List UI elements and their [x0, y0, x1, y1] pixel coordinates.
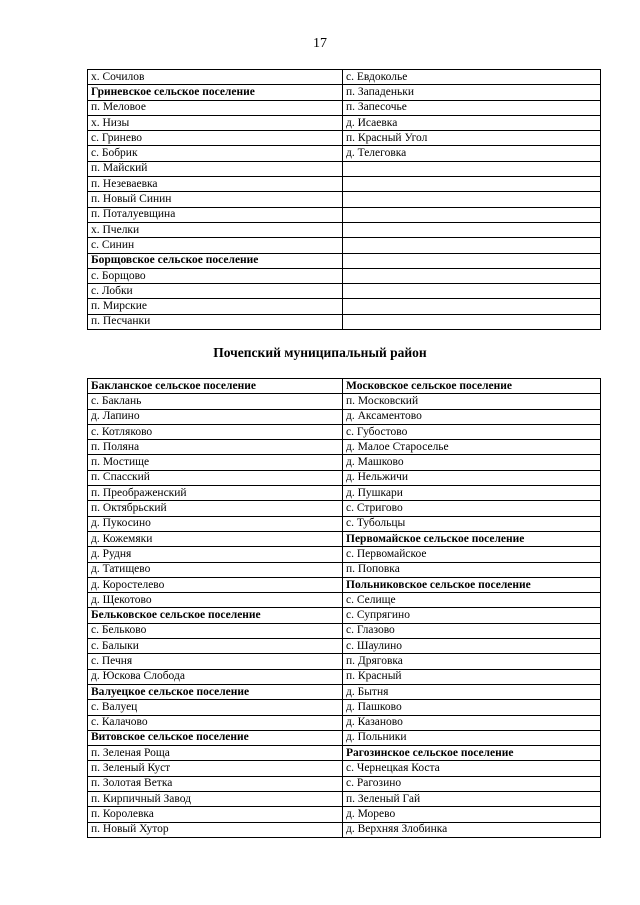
- table-row: [88, 593, 601, 608]
- settlement-cell: п. Мирские: [88, 299, 343, 314]
- settlements-table-top: [87, 69, 601, 330]
- settlement-cell: п. Песчанки: [88, 314, 343, 329]
- table-row: [88, 792, 601, 807]
- settlement-cell: п. Мостище: [88, 455, 343, 470]
- table-row: [88, 623, 601, 638]
- settlement-cell: п. Зеленая Роща: [88, 746, 343, 761]
- settlement-cell: с. Бельково: [88, 623, 343, 638]
- table-row: [88, 115, 601, 130]
- settlement-cell: с. Рагозино: [343, 776, 601, 791]
- settlement-cell: [343, 238, 601, 253]
- settlement-cell: п. Поповка: [343, 562, 601, 577]
- table-row: [88, 822, 601, 837]
- settlement-cell: п. Западеньки: [343, 85, 601, 100]
- table-row: [88, 424, 601, 439]
- table-row: [88, 409, 601, 424]
- table-row: [88, 253, 601, 268]
- table-row: [88, 639, 601, 654]
- settlement-cell: с. Евдоколье: [343, 70, 601, 85]
- settlement-cell: с. Стригово: [343, 501, 601, 516]
- table-row: [88, 470, 601, 485]
- settlement-cell: [343, 299, 601, 314]
- settlement-cell: п. Кирпичный Завод: [88, 792, 343, 807]
- settlement-cell: с. Синин: [88, 238, 343, 253]
- settlement-cell: п. Поляна: [88, 440, 343, 455]
- settlement-group-header-cell: Первомайское сельское поселение: [343, 531, 601, 546]
- settlement-cell: п. Новый Хутор: [88, 822, 343, 837]
- table-row: [88, 654, 601, 669]
- settlement-cell: с. Борщово: [88, 268, 343, 283]
- table-row: [88, 608, 601, 623]
- table-row: [88, 100, 601, 115]
- settlement-cell: с. Глазово: [343, 623, 601, 638]
- table-row: [88, 562, 601, 577]
- settlement-cell: с. Котляково: [88, 424, 343, 439]
- settlement-cell: д. Рудня: [88, 547, 343, 562]
- settlement-cell: д. Машково: [343, 455, 601, 470]
- settlement-cell: п. Королевка: [88, 807, 343, 822]
- table-row: [88, 776, 601, 791]
- settlement-cell: [343, 253, 601, 268]
- settlement-cell: с. Баклань: [88, 394, 343, 409]
- settlement-cell: п. Поталуевщина: [88, 207, 343, 222]
- settlement-cell: п. Преображенский: [88, 486, 343, 501]
- settlement-cell: д. Пукосино: [88, 516, 343, 531]
- settlements-table-pochep-district: [87, 378, 601, 838]
- settlement-cell: [343, 192, 601, 207]
- table-row: [88, 284, 601, 299]
- settlement-cell: п. Майский: [88, 161, 343, 176]
- table-row: [88, 700, 601, 715]
- table-body: [88, 70, 601, 330]
- settlement-cell: п. Московский: [343, 394, 601, 409]
- settlement-cell: с. Бобрик: [88, 146, 343, 161]
- settlement-cell: д. Татищево: [88, 562, 343, 577]
- settlement-group-header-cell: Гриневское сельское поселение: [88, 85, 343, 100]
- settlement-cell: д. Пушкари: [343, 486, 601, 501]
- table-row: [88, 440, 601, 455]
- settlement-cell: х. Низы: [88, 115, 343, 130]
- settlement-cell: д. Нельжичи: [343, 470, 601, 485]
- table-row: [88, 761, 601, 776]
- table-row: [88, 192, 601, 207]
- settlement-cell: с. Губостово: [343, 424, 601, 439]
- table-row: [88, 531, 601, 546]
- settlement-cell: д. Малое Староселье: [343, 440, 601, 455]
- settlement-cell: [343, 284, 601, 299]
- page-number: 17: [313, 36, 327, 51]
- settlement-cell: п. Октябрьский: [88, 501, 343, 516]
- table-row: [88, 807, 601, 822]
- settlement-cell: д. Польники: [343, 730, 601, 745]
- settlement-cell: п. Красный Угол: [343, 131, 601, 146]
- table-row: [88, 394, 601, 409]
- settlement-group-header-cell: Рагозинское сельское поселение: [343, 746, 601, 761]
- settlement-group-header-cell: Борщовское сельское поселение: [88, 253, 343, 268]
- settlement-cell: [343, 268, 601, 283]
- table-row: [88, 516, 601, 531]
- settlement-cell: [343, 177, 601, 192]
- table-row: [88, 268, 601, 283]
- settlement-cell: п. Запесочье: [343, 100, 601, 115]
- settlement-cell: [343, 161, 601, 176]
- settlement-cell: с. Гринево: [88, 131, 343, 146]
- settlement-cell: д. Бытня: [343, 684, 601, 699]
- table-row: [88, 730, 601, 745]
- settlement-cell: с. Тубольцы: [343, 516, 601, 531]
- settlement-cell: х. Пчелки: [88, 222, 343, 237]
- settlement-cell: д. Пашково: [343, 700, 601, 715]
- table-body: [88, 379, 601, 838]
- settlement-cell: х. Сочилов: [88, 70, 343, 85]
- table-row: [88, 85, 601, 100]
- settlement-cell: п. Дряговка: [343, 654, 601, 669]
- settlement-cell: д. Морево: [343, 807, 601, 822]
- settlement-cell: д. Коростелево: [88, 577, 343, 592]
- settlement-cell: с. Печня: [88, 654, 343, 669]
- table-row: [88, 547, 601, 562]
- settlement-cell: с. Валуец: [88, 700, 343, 715]
- settlement-cell: с. Балыки: [88, 639, 343, 654]
- settlement-cell: с. Шаулино: [343, 639, 601, 654]
- settlement-cell: д. Щекотово: [88, 593, 343, 608]
- table-row: [88, 314, 601, 329]
- table-row: [88, 70, 601, 85]
- settlement-cell: с. Первомайское: [343, 547, 601, 562]
- table-row: [88, 669, 601, 684]
- table-row: [88, 486, 601, 501]
- settlement-cell: п. Зеленый Куст: [88, 761, 343, 776]
- table-row: [88, 207, 601, 222]
- table-row: [88, 238, 601, 253]
- settlement-cell: [343, 314, 601, 329]
- table-row: [88, 746, 601, 761]
- settlement-cell: п. Золотая Ветка: [88, 776, 343, 791]
- settlement-cell: [343, 222, 601, 237]
- table-row: [88, 455, 601, 470]
- settlement-cell: с. Супрягино: [343, 608, 601, 623]
- settlement-group-header-cell: Бельковское сельское поселение: [88, 608, 343, 623]
- table-row: [88, 379, 601, 394]
- settlement-group-header-cell: Витовское сельское поселение: [88, 730, 343, 745]
- settlement-cell: д. Лапино: [88, 409, 343, 424]
- settlement-cell: д. Телеговка: [343, 146, 601, 161]
- settlement-cell: с. Калачово: [88, 715, 343, 730]
- settlement-cell: д. Кожемяки: [88, 531, 343, 546]
- settlement-cell: д. Исаевка: [343, 115, 601, 130]
- settlement-cell: п. Зеленый Гай: [343, 792, 601, 807]
- table-row: [88, 577, 601, 592]
- settlement-cell: [343, 207, 601, 222]
- settlement-cell: д. Аксаментово: [343, 409, 601, 424]
- settlement-cell: с. Селище: [343, 593, 601, 608]
- settlement-group-header-cell: Валуецкое сельское поселение: [88, 684, 343, 699]
- settlement-cell: п. Меловое: [88, 100, 343, 115]
- settlement-cell: д. Юскова Слобода: [88, 669, 343, 684]
- table-row: [88, 222, 601, 237]
- settlement-cell: п. Незеваевка: [88, 177, 343, 192]
- settlement-cell: п. Новый Синин: [88, 192, 343, 207]
- table-row: [88, 684, 601, 699]
- table-row: [88, 131, 601, 146]
- settlement-cell: п. Спасский: [88, 470, 343, 485]
- table-row: [88, 161, 601, 176]
- settlement-cell: д. Верхняя Злобинка: [343, 822, 601, 837]
- settlement-cell: п. Красный: [343, 669, 601, 684]
- table-row: [88, 501, 601, 516]
- settlement-cell: с. Чернецкая Коста: [343, 761, 601, 776]
- settlement-cell: д. Казаново: [343, 715, 601, 730]
- settlement-group-header-cell: Бакланское сельское поселение: [88, 379, 343, 394]
- table-row: [88, 299, 601, 314]
- settlement-group-header-cell: Польниковское сельское поселение: [343, 577, 601, 592]
- settlement-cell: с. Лобки: [88, 284, 343, 299]
- table-row: [88, 177, 601, 192]
- settlement-group-header-cell: Московское сельское поселение: [343, 379, 601, 394]
- section-title: Почепский муниципальный район: [213, 345, 427, 360]
- table-row: [88, 715, 601, 730]
- table-row: [88, 146, 601, 161]
